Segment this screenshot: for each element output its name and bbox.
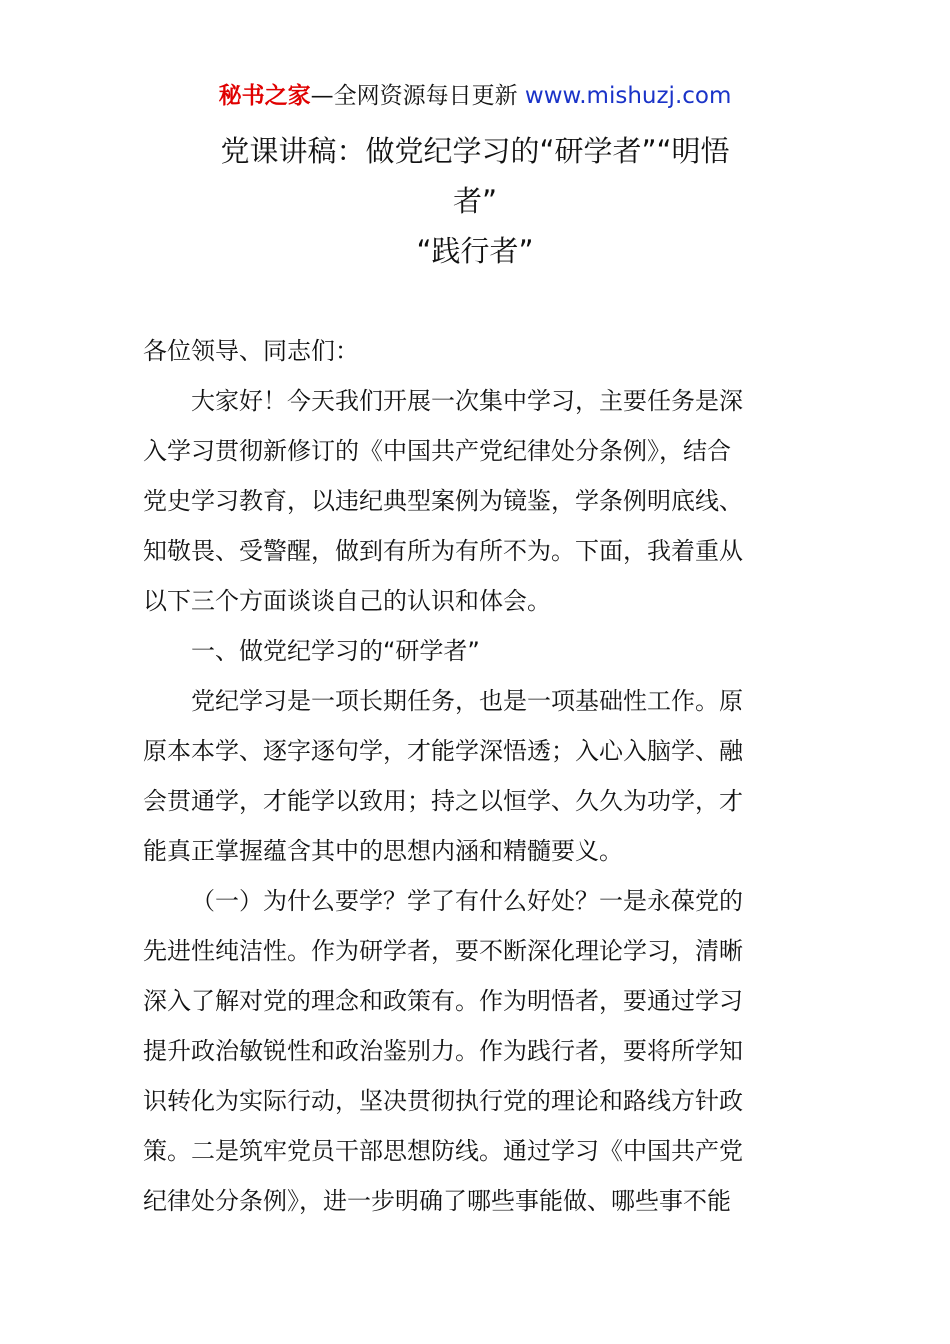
title-line-3: “践行者”: [416, 234, 534, 268]
paragraph-line: 先进性纯洁性。作为研学者，要不断深化理论学习，清晰: [143, 937, 743, 965]
paragraph-line: 入学习贯彻新修订的《中国共产党纪律处分条例》，结合: [143, 437, 731, 465]
site-url-link[interactable]: www.mishuzj.com: [524, 83, 732, 109]
paragraph-line: 策。二是筑牢党员干部思想防线。通过学习《中国共产党: [143, 1137, 743, 1165]
paragraph-line: 原本本学、逐字逐句学，才能学深悟透；入心入脑学、融: [143, 737, 743, 765]
paragraph-line: 识转化为实际行动，坚决贯彻执行党的理论和路线方针政: [143, 1087, 743, 1115]
paragraph-line: 提升政治敏锐性和政治鉴别力。作为践行者，要将所学知: [143, 1037, 743, 1065]
paragraph-line: 会贯通学，才能学以致用；持之以恒学、久久为功学，才: [143, 787, 743, 815]
paragraph-line: 党史学习教育，以违纪典型案例为镜鉴，学条例明底线、: [143, 487, 743, 515]
paragraph-line: （一）为什么要学？学了有什么好处？一是永葆党的: [191, 887, 743, 915]
paragraph-line: 深入了解对党的理念和政策有。作为明悟者，要通过学习: [143, 987, 743, 1015]
section-heading: 一、做党纪学习的“研学者”: [191, 637, 480, 665]
paragraph-line: 能真正掌握蕴含其中的思想内涵和精髓要义。: [143, 837, 623, 865]
paragraph-line: 党纪学习是一项长期任务，也是一项基础性工作。原: [191, 687, 743, 715]
title-line-1: 党课讲稿：做党纪学习的“研学者”“明悟: [220, 134, 730, 168]
site-tagline: —全网资源每日更新: [310, 83, 525, 109]
document-body: [143, 326, 807, 1226]
site-brand: 秘书之家: [218, 83, 311, 109]
site-header: [0, 80, 950, 112]
paragraph-line: 知敬畏、受警醒，做到有所为有所不为。下面，我着重从: [143, 537, 743, 565]
document-title: [140, 126, 810, 276]
salutation: 各位领导、同志们：: [143, 337, 359, 365]
paragraph-line: 以下三个方面谈谈自己的认识和体会。: [143, 587, 551, 615]
title-line-2: 者”: [452, 184, 498, 218]
paragraph-line: 大家好！今天我们开展一次集中学习，主要任务是深: [191, 387, 743, 415]
paragraph-line: 纪律处分条例》，进一步明确了哪些事能做、哪些事不能: [143, 1187, 731, 1215]
